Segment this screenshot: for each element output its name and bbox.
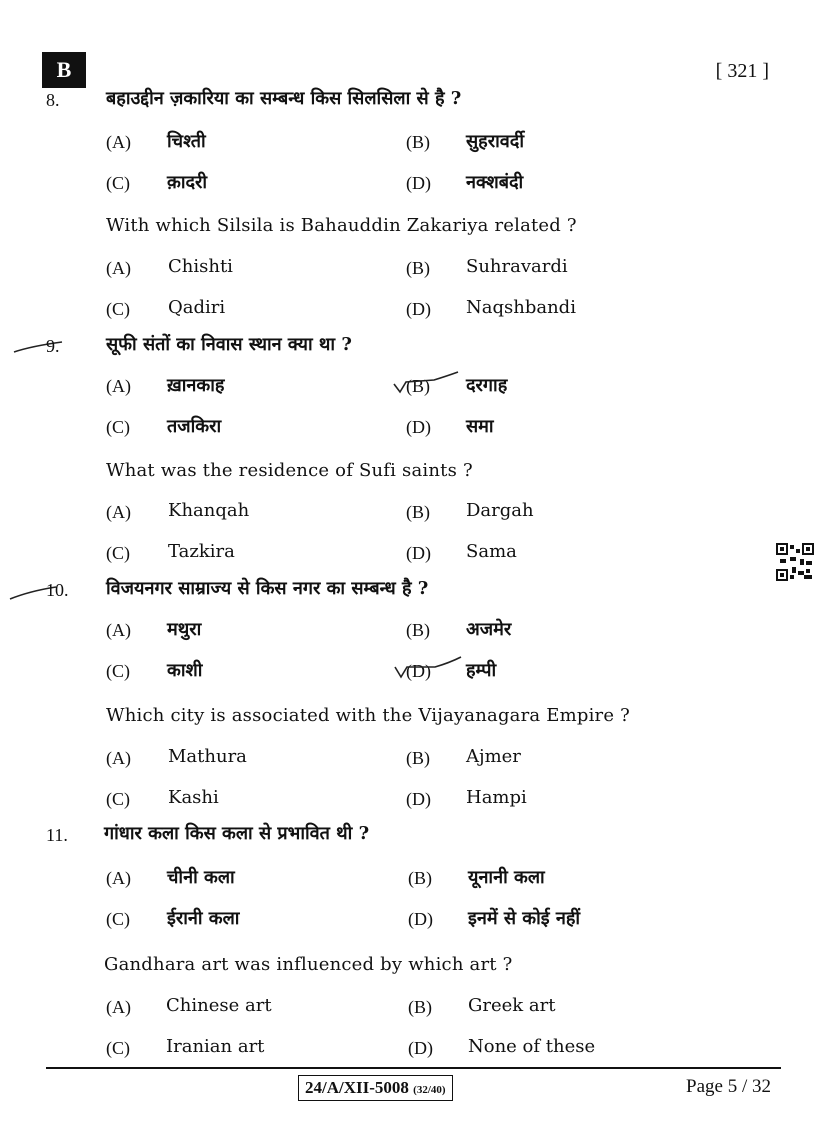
option-label: (A) [106, 132, 131, 152]
option-label: (D) [406, 417, 431, 437]
option-text: Ajmer [466, 746, 521, 767]
option-label: (A) [106, 502, 131, 522]
question-text-english: Gandhara art was influenced by which art ? [104, 954, 513, 975]
option-text: दरगाह [466, 375, 508, 396]
page-number: Page 5 / 32 [686, 1076, 771, 1097]
question-text-english: Which city is associated with the Vijayanagara Empire ? [106, 705, 630, 726]
option-label: (C) [106, 661, 130, 681]
question-number: 9. [46, 336, 60, 356]
option-text: चीनी कला [167, 867, 235, 888]
option-text: Sama [466, 541, 517, 562]
option-text: हम्पी [466, 660, 497, 681]
answer-tick-mark [393, 655, 463, 685]
question-number: 8. [46, 90, 60, 110]
set-badge: B [42, 52, 86, 88]
question-text-hindi: सूफी संतों का निवास स्थान क्या था ? [106, 334, 352, 355]
option-text: ईरानी कला [167, 908, 240, 929]
option-label: (D) [406, 789, 431, 809]
option-text: Iranian art [166, 1036, 265, 1057]
question-text-hindi: बहाउद्दीन ज़कारिया का सम्बन्ध किस सिलसिला से है ? [106, 88, 462, 109]
option-label: (A) [106, 258, 131, 278]
option-text: Naqshbandi [466, 297, 576, 318]
paper-code-sub: (32/40) [413, 1084, 446, 1096]
question-text-hindi: विजयनगर साम्राज्य से किस नगर का सम्बन्ध है ? [106, 578, 429, 599]
option-label: (D) [406, 661, 431, 681]
option-text: Qadiri [168, 297, 226, 318]
option-text: None of these [468, 1036, 596, 1057]
option-text: चिश्ती [167, 131, 206, 152]
question-text-english: What was the residence of Sufi saints ? [106, 460, 473, 481]
option-label: (C) [106, 417, 130, 437]
option-text: Hampi [466, 787, 527, 808]
question-number: 10. [46, 580, 69, 600]
option-text: Chinese art [166, 995, 272, 1016]
option-label: (C) [106, 789, 130, 809]
option-label: (A) [106, 868, 131, 888]
option-label: (A) [106, 376, 131, 396]
option-label: (D) [408, 1038, 433, 1058]
question-text-hindi: गांधार कला किस कला से प्रभावित थी ? [104, 823, 370, 844]
option-text: समा [466, 416, 494, 437]
option-text: Kashi [168, 787, 219, 808]
option-label: (B) [406, 132, 430, 152]
option-label: (D) [406, 543, 431, 563]
option-text: नक्शबंदी [466, 172, 524, 193]
option-label: (D) [408, 909, 433, 929]
option-label: (C) [106, 299, 130, 319]
option-label: (B) [406, 258, 430, 278]
option-text: यूनानी कला [468, 867, 545, 888]
footer-divider [46, 1067, 781, 1069]
option-label: (C) [106, 543, 130, 563]
option-label: (B) [408, 868, 432, 888]
option-label: (D) [406, 173, 431, 193]
paper-code-main: 24/A/XII-5008 [305, 1078, 409, 1097]
option-text: Chishti [168, 256, 233, 277]
option-text: Tazkira [168, 541, 235, 562]
option-text: इनमें से कोई नहीं [468, 908, 581, 929]
option-text: अजमेर [466, 619, 512, 640]
paper-code [298, 1075, 453, 1101]
option-label: (B) [406, 748, 430, 768]
option-text: तजकिरा [167, 416, 222, 437]
question-number: 11. [46, 825, 68, 845]
option-label: (B) [406, 502, 430, 522]
qr-code [776, 543, 814, 581]
question-text-english: With which Silsila is Bahauddin Zakariya related ? [106, 215, 577, 236]
option-label: (A) [106, 997, 131, 1017]
option-label: (D) [406, 299, 431, 319]
option-label: (C) [106, 173, 130, 193]
subject-code: [ 321 ] [715, 60, 769, 82]
option-text: काशी [167, 660, 203, 681]
option-label: (C) [106, 909, 130, 929]
option-text: मथुरा [167, 619, 202, 640]
option-text: Mathura [168, 746, 247, 767]
option-label: (A) [106, 748, 131, 768]
answer-tick-mark [392, 370, 462, 400]
option-label: (C) [106, 1038, 130, 1058]
option-text: Suhravardi [466, 256, 568, 277]
option-text: Dargah [466, 500, 534, 521]
option-text: सुहरावर्दी [466, 131, 524, 152]
option-label: (B) [408, 997, 432, 1017]
option-text: Greek art [468, 995, 556, 1016]
option-text: Khanqah [168, 500, 250, 521]
option-text: क़ादरी [167, 172, 208, 193]
option-label: (B) [406, 620, 430, 640]
option-text: ख़ानकाह [167, 375, 225, 396]
option-label: (A) [106, 620, 131, 640]
option-label: (B) [406, 376, 430, 396]
